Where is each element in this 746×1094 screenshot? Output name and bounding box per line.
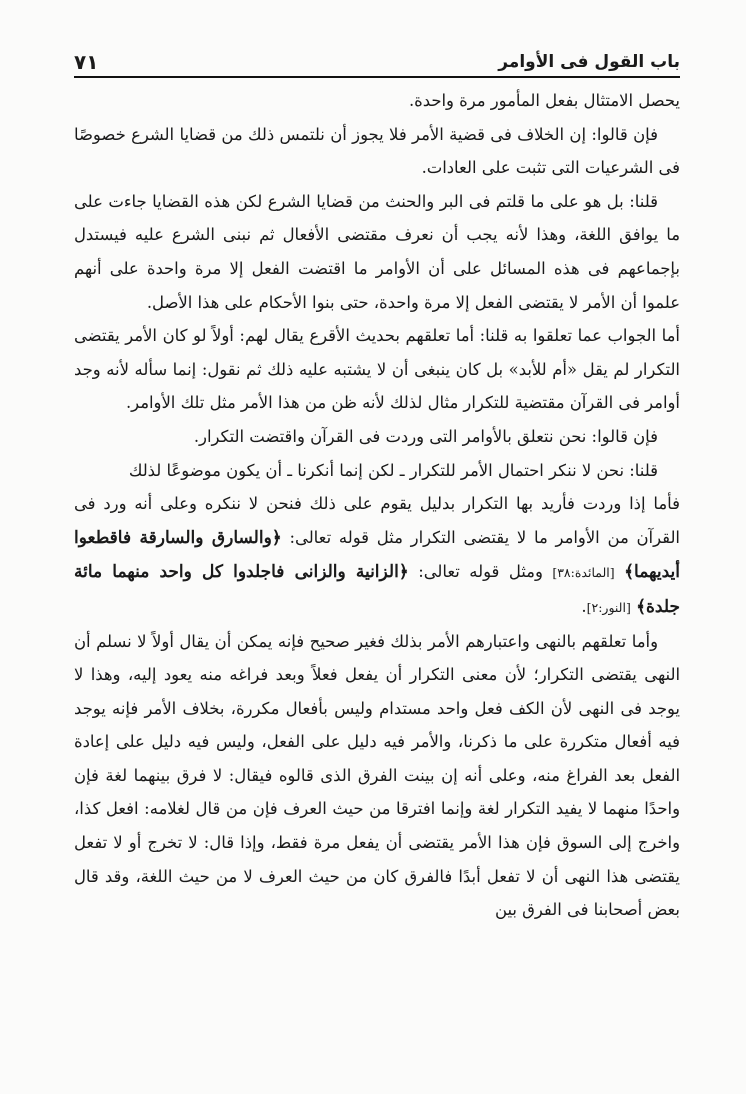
quran-verse: ﴿والسارق والسارقة فاقطعوا أيديهما﴾ [74,527,680,583]
paragraph: قلنا: بل هو على ما قلتم فى البر والحنث من قضايا الشرع لكن هذه القضايا جاءت على ما يوافق اللغة، وهذا لأنه يجب أن نعرف مقتضى الأفعال ثم نبنى الشرع عليه فيستدل بإجماعهم فى هذه المسائل على أن الأوامر ما اقتضت الفعل إلا مرة واحدة على أنهم علموا أن الأمر لا يقتضى الفعل إلا مرة واحدة، حتى بنوا الأحكام على هذا الأصل. [74,191,680,312]
paragraph-with-verses [74,487,680,624]
chapter-title: باب القول فى الأوامر [498,52,680,72]
verse-citation: [النور:٢] [586,599,631,615]
paragraph: فإن قالوا: إن الخلاف فى قضية الأمر فلا يجوز أن نلتمس ذلك من قضايا الشرع خصوصًا فى الشرعيات التى تثبت على العادات. [74,124,680,178]
main-text [74,84,680,927]
paragraph-text: فأما إذا وردت فأريد بها التكرار بدليل يقوم على ذلك فنحن لا ننكره وعلى أنه ورد فى القرآن من الأوامر ما لا يقتضى التكرار مثل قوله تعالى: [74,494,680,547]
paragraph: يحصل الامتثال بفعل المأمور مرة واحدة. [408,91,680,110]
paragraph: قلنا: نحن لا ننكر احتمال الأمر للتكرار ـ لكن إنما أنكرنا ـ أن يكون موضوعًا لذلك [128,460,658,480]
paragraph: فإن قالوا: نحن نتعلق بالأوامر التى وردت فى القرآن واقتضت التكرار. [193,426,658,446]
paragraph: أما الجواب عما تعلقوا به قلنا: أما تعلقهم بحديث الأقرع يقال لهم: أولاً لو كان الأمر يقتضى التكرار لم يقل «أم للأبد» بل كان ينبغى أن لا يشتبه عليه ذلك ثم نقول: إنما سأله لأنه وجد أوامر فى القرآن مقتضية للتكرار مثال لذلك لأنه ظن من هذا الأمر مثل تلك الأوامر. [74,326,680,413]
paragraph-text: . [581,596,587,616]
verse-citation: [المائدة:٣٨] [552,565,615,581]
page-number: ٧١ [74,50,99,74]
page-header [74,42,680,78]
quran-verse: ﴿الزانية والزانى فاجلدوا كل واحد منهما مائة جلدة﴾ [74,562,680,617]
paragraph: وأما تعلقهم بالنهى واعتبارهم الأمر بذلك فغير صحيح فإنه يمكن أن يقال أولاً لا نسلم أن النهى يقتضى التكرار؛ لأن معنى التكرار أن يفعل فعلاً وبعد فراغه منه يعود إليه، وهذا لا يوجد فى النهى لأن الكف فعل واحد مستدام وليس بأفعال مكررة، بخلاف الأمر فإنه يوجد فيه أفعال متكررة على ما ذكرنا، والأمر فيه دليل على الفعل، وليس فيه دليل على إعادة الفعل بعد الفراغ منه، وعلى أنه إن بينت الفرق الذى قالوه فيقال: لا فرق بينهما لغة فإن واحدًا منهما لا يفيد التكرار لغة وإنما افترقا من حيث العرف فإن من قال لغلامه: افعل كذا، واخرج إلى السوق فإن هذا الأمر يقتضى أن يفعل مرة فقط، وإذا قال: لا تخرج أو لا تفعل يقتضى هذا النهى أن لا تفعل أبدًا فالفرق كان من حيث العرف لا من حيث اللغة، وقد قال بعض أصحابنا فى الفرق بين [74,631,680,920]
paragraph-text: ومثل قوله تعالى: [408,562,553,582]
